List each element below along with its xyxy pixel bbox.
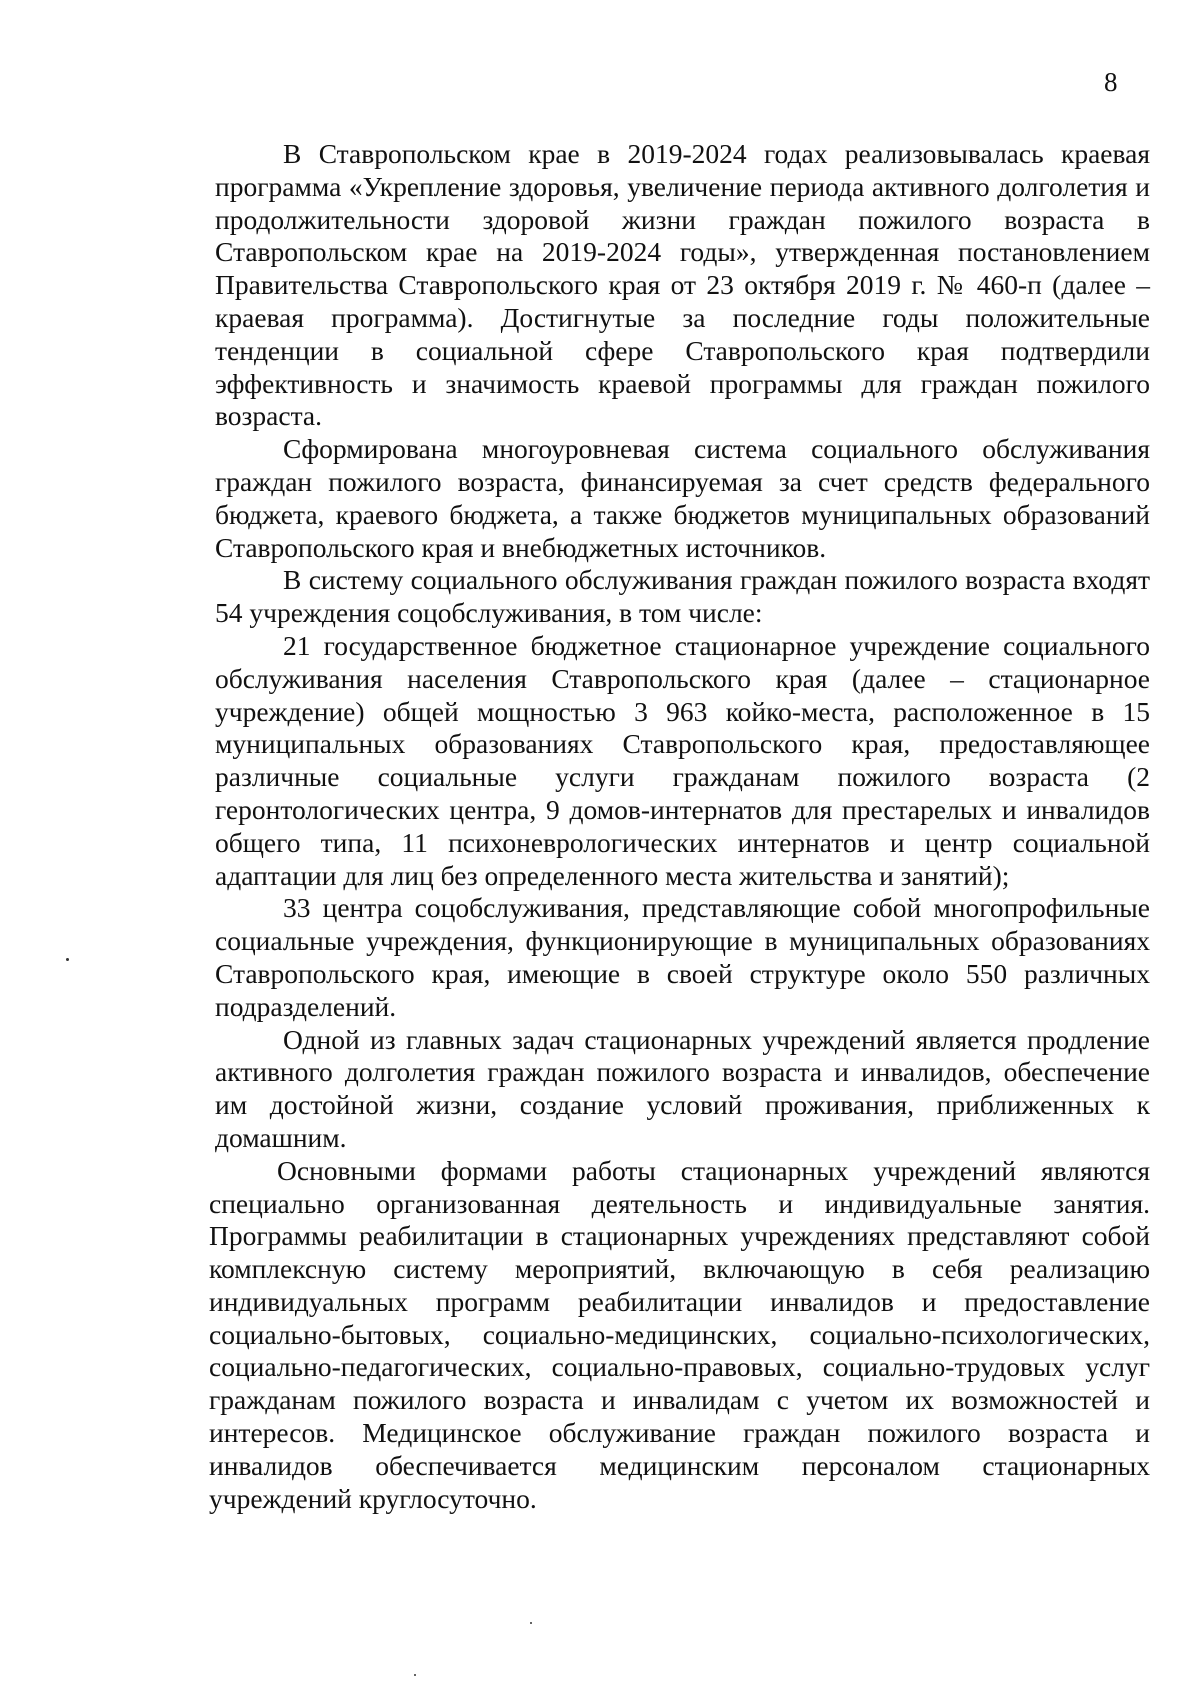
scan-speck	[66, 958, 69, 961]
paragraph-main-tasks: Одной из главных задач стационарных учреждений является продление активного долголетия граждан пожилого возраста и инвалидов, обеспечение им достойной жизни, создание условий проживания, приближенных к домашним.	[215, 1023, 1150, 1153]
paragraph-institutions-count: В систему социального обслуживания граждан пожилого возраста входят 54 учреждения соцобслуживания, в том числе:	[215, 564, 1150, 629]
page-number: 8	[1104, 67, 1118, 97]
body-text	[209, 138, 1150, 1515]
scan-speck	[530, 1622, 532, 1624]
paragraph-service-centers: 33 центра соцобслуживания, представляющие собой многопрофильные социальные учреждения, функционирующие в муниципальных образованиях Ставропольского края, имеющие в своей структуре около 550 различных подразделений.	[215, 892, 1150, 1022]
paragraph-work-forms: Основными формами работы стационарных учреждений являются специально организованная деятельность и индивидуальные занятия. Программы реабилитации в стационарных учреждениях представляют собой комплексную систему мероприятий, включающую в себя реализацию индивидуальных программ реабилитации инвалидов и предоставление социально-бытовых, социально-медицинских, социально-психологических, социально-педагогических, социально-правовых, социально-трудовых услуг гражданам пожилого возраста и инвалидам с учетом их возможностей и интересов. Медицинское обслуживание граждан пожилого возраста и инвалидов обеспечивается медицинским персоналом стационарных учреждений круглосуточно.	[209, 1154, 1150, 1514]
paragraph-program-intro: В Ставропольском крае в 2019-2024 годах реализовывалась краевая программа «Укрепление здоровья, увеличение периода активного долголетия и продолжительности здоровой жизни граждан пожилого возраста в Ставропольском крае на 2019-2024 годы», утвержденная постановлением Правительства Ставропольского края от 23 октября 2019 г. № 460-п (далее – краевая программа). Достигнутые за последние годы положительные тенденции в социальной сфере Ставропольского края подтвердили эффективность и значимость краевой программы для граждан пожилого возраста.	[215, 138, 1150, 432]
scan-speck	[414, 1674, 416, 1676]
paragraph-stationary-institutions: 21 государственное бюджетное стационарное учреждение социального обслуживания населения Ставропольского края (далее – стационарное учреждение) общей мощностью 3 963 койко-места, расположенное в 15 муниципальных образованиях Ставропольского края, предоставляющее различные социальные услуги гражданам пожилого возраста (2 геронтологических центра, 9 домов-интернатов для престарелых и инвалидов общего типа, 11 психоневрологических интернатов и центр социальной адаптации для лиц без определенного места жительства и занятий);	[215, 629, 1150, 891]
paragraph-service-system: Сформирована многоуровневая система социального обслуживания граждан пожилого возраста, финансируемая за счет средств федерального бюджета, краевого бюджета, а также бюджетов муниципальных образований Ставропольского края и внебюджетных источников.	[215, 433, 1150, 563]
